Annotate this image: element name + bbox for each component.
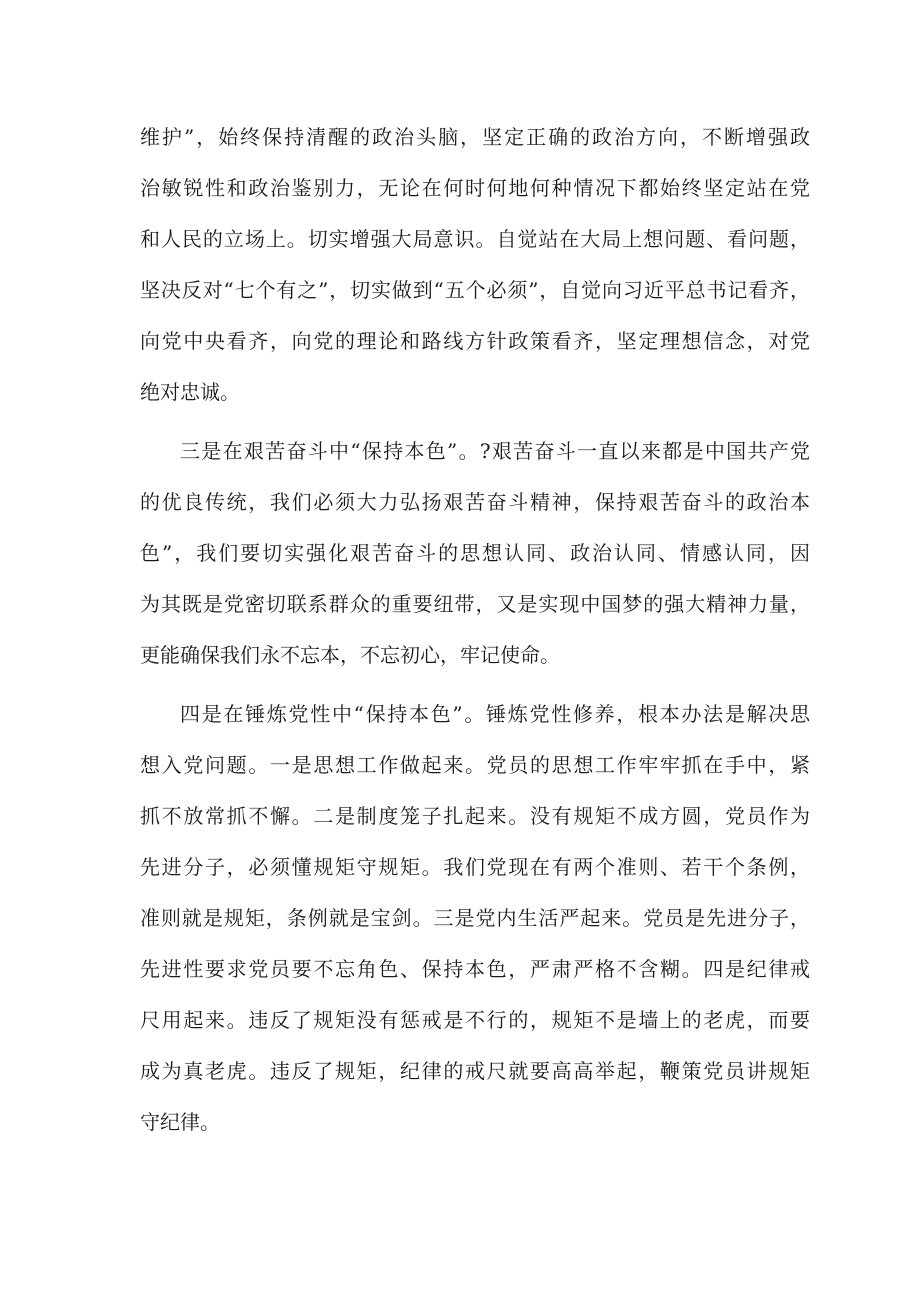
text-line: 守纪律。: [140, 1110, 220, 1134]
text-line: 准则就是规矩，条例就是宝剑。三是党内生活严起来。党员是先进分子，: [140, 906, 810, 930]
text-line: 绝对忠诚。: [140, 380, 240, 404]
text-line: 先进性要求党员要不忘角色、保持本色，严肃严格不含糊。四是纪律戒: [140, 957, 810, 981]
paragraph-hard-struggle: [140, 426, 810, 681]
text-line: 三是在艰苦奋斗中“保持本色”。?艰苦奋斗一直以来都是中国共产党: [180, 439, 810, 463]
text-line: 坚决反对“七个有之”，切实做到“五个必须”，自觉向习近平总书记看齐，: [140, 278, 810, 302]
text-line: 想入党问题。一是思想工作做起来。党员的思想工作牢牢抓在手中，紧: [140, 753, 810, 777]
text-line: 治敏锐性和政治鉴别力，无论在何时何地何种情况下都始终坚定站在党: [140, 176, 810, 200]
paragraph-party-spirit: [140, 689, 810, 1148]
text-line: 先进分子，必须懂规矩守规矩。我们党现在有两个准则、若干个条例，: [140, 855, 810, 879]
text-line: 和人民的立场上。切实增强大局意识。自觉站在大局上想问题、看问题，: [140, 227, 810, 251]
text-line: 四是在锤炼党性中“保持本色”。锤炼党性修养，根本办法是解决思: [180, 702, 810, 726]
text-line: 为其既是党密切联系群众的重要纽带，又是实现中国梦的强大精神力量，: [140, 592, 810, 616]
text-line: 尺用起来。违反了规矩没有惩戒是不行的，规矩不是墙上的老虎，而要: [140, 1008, 810, 1032]
text-line: 成为真老虎。违反了规矩，纪律的戒尺就要高高举起，鞭策党员讲规矩: [140, 1059, 810, 1083]
text-line: 更能确保我们永不忘本，不忘初心，牢记使命。: [140, 643, 560, 667]
paragraph-political-loyalty: [140, 112, 810, 418]
text-line: 维护”，始终保持清醒的政治头脑，坚定正确的政治方向，不断增强政: [140, 125, 810, 149]
text-line: 抓不放常抓不懈。二是制度笼子扎起来。没有规矩不成方圆，党员作为: [140, 804, 810, 828]
text-line: 向党中央看齐，向党的理论和路线方针政策看齐，坚定理想信念，对党: [140, 329, 810, 353]
text-line: 的优良传统，我们必须大力弘扬艰苦奋斗精神，保持艰苦奋斗的政治本: [140, 490, 810, 514]
text-line: 色”，我们要切实强化艰苦奋斗的思想认同、政治认同、情感认同，因: [140, 541, 810, 565]
